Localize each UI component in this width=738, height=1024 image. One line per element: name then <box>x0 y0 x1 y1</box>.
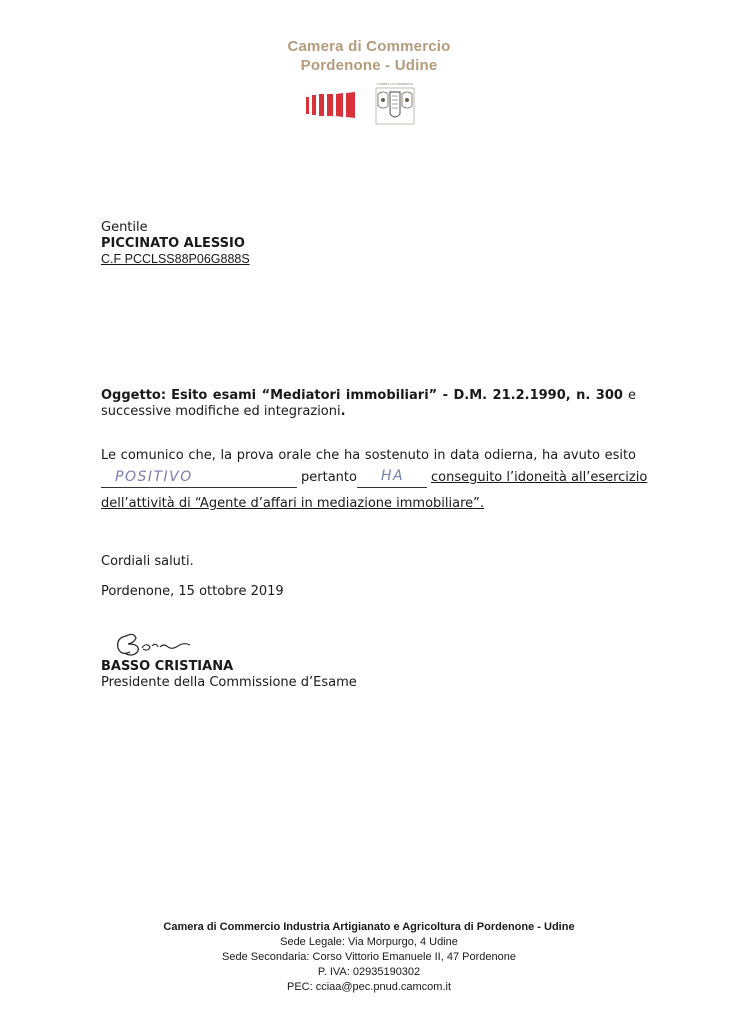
footer-legal-seat: Sede Legale: Via Morpurgo, 4 Udine <box>280 936 458 948</box>
footer-secondary-seat: Sede Secondaria: Corso Vittorio Emanuele II, 47 Pordenone <box>222 951 516 963</box>
greeting: Gentile <box>101 220 148 235</box>
handwritten-result: POSITIVO <box>115 469 193 485</box>
fiscal-code: C.F PCCLSS88P06G888S <box>101 252 250 266</box>
signatory-role: Presidente della Commissione d’Esame <box>101 675 357 690</box>
seal-text: CAMERA DI COMMERCIO <box>376 82 414 86</box>
subject-line-2 <box>101 404 636 420</box>
recipient-name: PICCINATO ALESSIO <box>101 236 245 251</box>
footer-pec: PEC: cciaa@pec.pnud.camcom.it <box>286 981 451 993</box>
signatory-name: BASSO CRISTIANA <box>101 659 234 674</box>
chamber-seal-logo <box>372 80 418 126</box>
obtained-text: conseguito l’idoneità all’esercizio <box>431 470 648 485</box>
subject-line-1 <box>101 388 636 404</box>
footer-vat: P. IVA: 02935190302 <box>317 966 421 978</box>
result-row <box>101 468 648 489</box>
closing-regards: Cordiali saluti. <box>101 554 194 569</box>
org-name-line1: Camera di Commercio <box>287 38 451 55</box>
handwritten-ha: HA <box>381 468 405 484</box>
chamber-logo-mark <box>306 92 356 118</box>
handwritten-signature <box>112 630 202 662</box>
subject-period: . <box>340 404 346 419</box>
connector-text: pertanto <box>301 470 357 485</box>
subject-title: Esito esami “Mediatori immobiliari” - D.M. 21.2.1990, n. 300 <box>171 388 623 403</box>
subject-continuation: successive modifiche ed integrazioni <box>101 404 341 419</box>
place-and-date: Pordenone, 15 ottobre 2019 <box>101 584 284 599</box>
subject-label: Oggetto: <box>101 388 167 403</box>
footer-org-name: Camera di Commercio Industria Artigianato e Agricoltura di Pordenone - Udine <box>163 921 575 933</box>
body-paragraph: Le comunico che, la prova orale che ha sostenuto in data odierna, ha avuto esito <box>101 448 636 463</box>
org-name-line2: Pordenone - Udine <box>300 57 438 74</box>
subject-block <box>101 388 636 420</box>
subject-title-tail: e <box>627 388 636 403</box>
activity-text: dell’attività di “Agente d’affari in mediazione immobiliare”. <box>101 496 485 511</box>
